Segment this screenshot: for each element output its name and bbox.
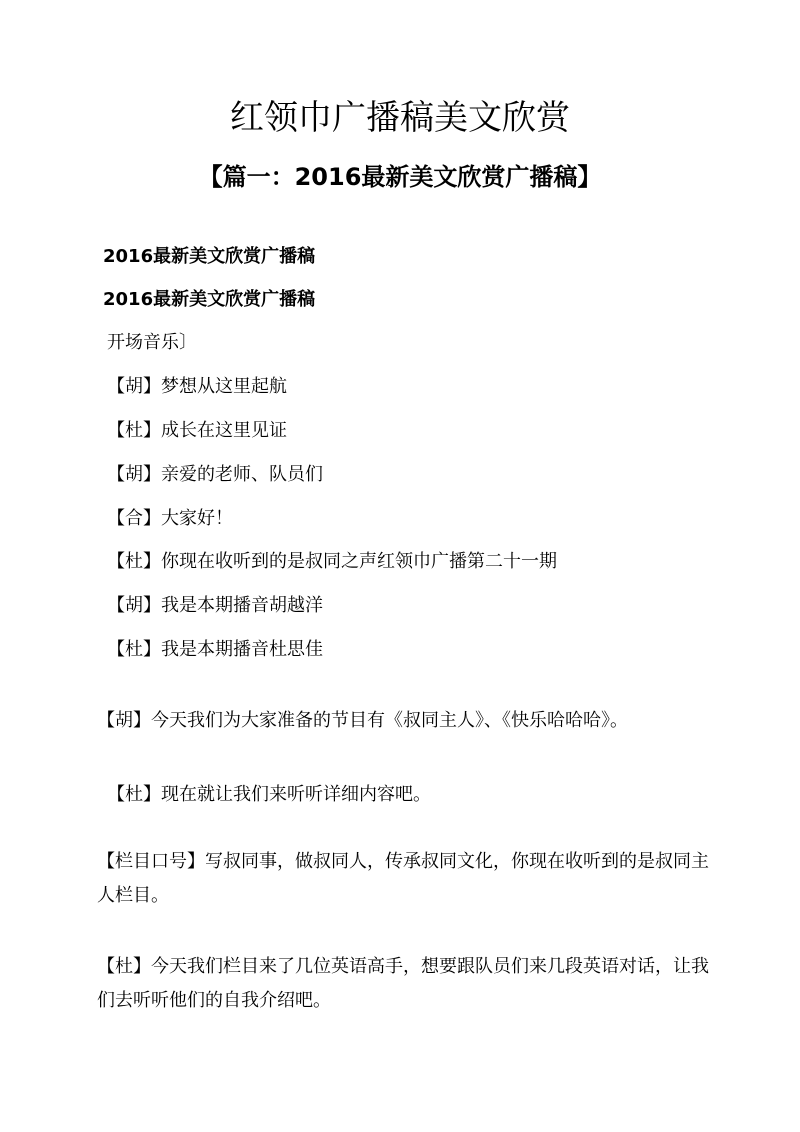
- section-heading: 2016最新美文欣赏广播稿: [103, 246, 316, 267]
- document-subtitle: 【篇一：2016最新美文欣赏广播稿】: [198, 163, 602, 191]
- dialogue-line: 【杜】现在就让我们来听听详细内容吧。: [107, 784, 431, 805]
- document-title: 红领巾广播稿美文欣赏: [230, 98, 570, 138]
- dialogue-paragraph: 【杜】今天我们栏目来了几位英语高手，想要跟队员们来几段英语对话，让我们去听听他们的自我介绍吧。: [97, 956, 709, 1011]
- dialogue-line: 【胡】亲爱的老师、队员们: [107, 464, 323, 485]
- dialogue-line: 【胡】梦想从这里起航: [107, 376, 287, 397]
- dialogue-line: 【胡】我是本期播音胡越洋: [107, 595, 323, 616]
- dialogue-line: 【杜】成长在这里见证: [107, 420, 287, 441]
- dialogue-paragraph: 【胡】今天我们为大家准备的节目有《叔同主人》、《快乐哈哈哈》。: [97, 710, 628, 731]
- stage-direction: 开场音乐〕: [107, 332, 197, 353]
- slogan-paragraph: 【栏目口号】写叔同事，做叔同人，传承叔同文化，你现在收听到的是叔同主人栏目。: [97, 851, 709, 906]
- dialogue-line: 【杜】我是本期播音杜思佳: [107, 639, 323, 660]
- section-heading: 2016最新美文欣赏广播稿: [103, 289, 316, 310]
- dialogue-line: 【杜】你现在收听到的是叔同之声红领巾广播第二十一期: [107, 551, 557, 572]
- dialogue-line: 【合】大家好！: [107, 508, 233, 529]
